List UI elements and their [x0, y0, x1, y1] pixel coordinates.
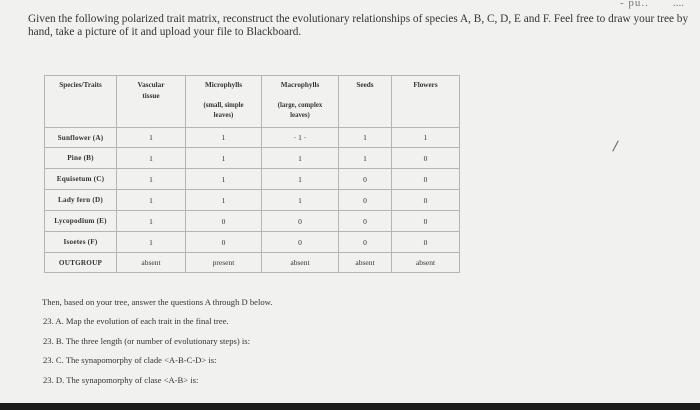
trait-cell: 0 [339, 211, 392, 232]
trait-cell: 1 [117, 169, 186, 190]
table-row [45, 232, 460, 253]
trait-cell: absent [262, 253, 339, 273]
species-cell: OUTGROUP [45, 253, 117, 273]
question-23d: 23. D. The synapomorphy of clase <A-B> is: [43, 374, 199, 385]
header-flowers: Flowers [392, 76, 460, 128]
species-cell: Lycopodium (E) [45, 211, 117, 232]
trait-cell: 1 [262, 148, 339, 169]
intro-line-2: hand, take a picture of it and upload your file to Blackboard. [28, 26, 302, 38]
bottom-bar [0, 403, 700, 410]
table-row [45, 128, 460, 148]
trait-cell: 1 [186, 128, 262, 148]
trait-cell: 0 [262, 211, 339, 232]
trait-matrix [44, 75, 460, 273]
question-23a: 23. A. Map the evolution of each trait in the final tree. [43, 316, 229, 326]
top-strip [0, 0, 700, 14]
table-row [45, 211, 460, 232]
header-macrophylls: Macrophylls (large, complex leaves) [262, 76, 339, 128]
trait-cell: 1 [186, 169, 262, 190]
trait-cell: absent [117, 253, 186, 273]
intro-line-1: Given the following polarized trait matrix, reconstruct the evolutionary relationships of species A, B, C, D, E and F. Feel free to draw your tree by [28, 13, 689, 25]
trait-cell: 1 [186, 148, 262, 169]
trait-cell: 1 [117, 211, 186, 232]
question-intro [28, 13, 693, 39]
trait-cell: · 1 · [262, 128, 339, 148]
table-row-outgroup [45, 253, 460, 273]
points-label: - pu.. [620, 0, 649, 9]
pencil-mark [612, 140, 619, 151]
trait-cell: 1 [117, 190, 186, 211]
trait-cell: 1 [339, 148, 392, 169]
trait-cell: absent [339, 253, 392, 273]
trait-cell: 0 [186, 211, 262, 232]
question-23b: 23. B. The three length (or number of evolutionary steps) is: [43, 335, 251, 346]
trait-cell: 0 [262, 232, 339, 253]
trait-cell: 0 [339, 232, 392, 253]
species-cell: Sunflower (A) [45, 128, 117, 148]
trait-cell: 1 [392, 128, 460, 148]
questions-lead: Then, based on your tree, answer the questions A through D below. [42, 297, 273, 307]
table-row [45, 148, 460, 169]
trait-cell: 1 [117, 232, 186, 253]
trait-cell: 0 [186, 232, 262, 253]
question-23c: 23. C. The synapomorphy of clade <A-B-C-D> is: [43, 355, 217, 365]
trait-cell: 1 [186, 190, 262, 211]
questions-block [44, 296, 272, 393]
trait-cell: present [186, 253, 262, 273]
table-row [45, 190, 460, 211]
trait-cell: 0 [392, 169, 460, 190]
trait-cell: 1 [262, 169, 339, 190]
trait-cell: 1 [262, 190, 339, 211]
trait-cell: 0 [392, 232, 460, 253]
species-cell: Lady fern (D) [45, 190, 117, 211]
header-seeds: Seeds [339, 76, 392, 128]
trait-cell: absent [392, 253, 460, 273]
species-cell: Pine (B) [45, 148, 117, 169]
trait-cell: 1 [339, 128, 392, 148]
matrix-header-row [45, 76, 460, 128]
header-vascular: Vascular tissue [117, 76, 186, 128]
trait-cell: 0 [392, 211, 460, 232]
trait-cell: 1 [117, 148, 186, 169]
trait-cell: 1 [117, 128, 186, 148]
trait-cell: 0 [339, 190, 392, 211]
species-cell: Equisetum (C) [45, 169, 117, 190]
species-cell: Isoetes (F) [45, 232, 117, 253]
header-microphylls: Microphylls (small, simple leaves) [186, 76, 262, 128]
table-row [45, 169, 460, 190]
header-species: Species/Traits [45, 76, 117, 128]
trait-cell: 0 [339, 169, 392, 190]
points-label-right: .... [673, 0, 684, 9]
trait-cell: 0 [392, 148, 460, 169]
trait-cell: 0 [392, 190, 460, 211]
